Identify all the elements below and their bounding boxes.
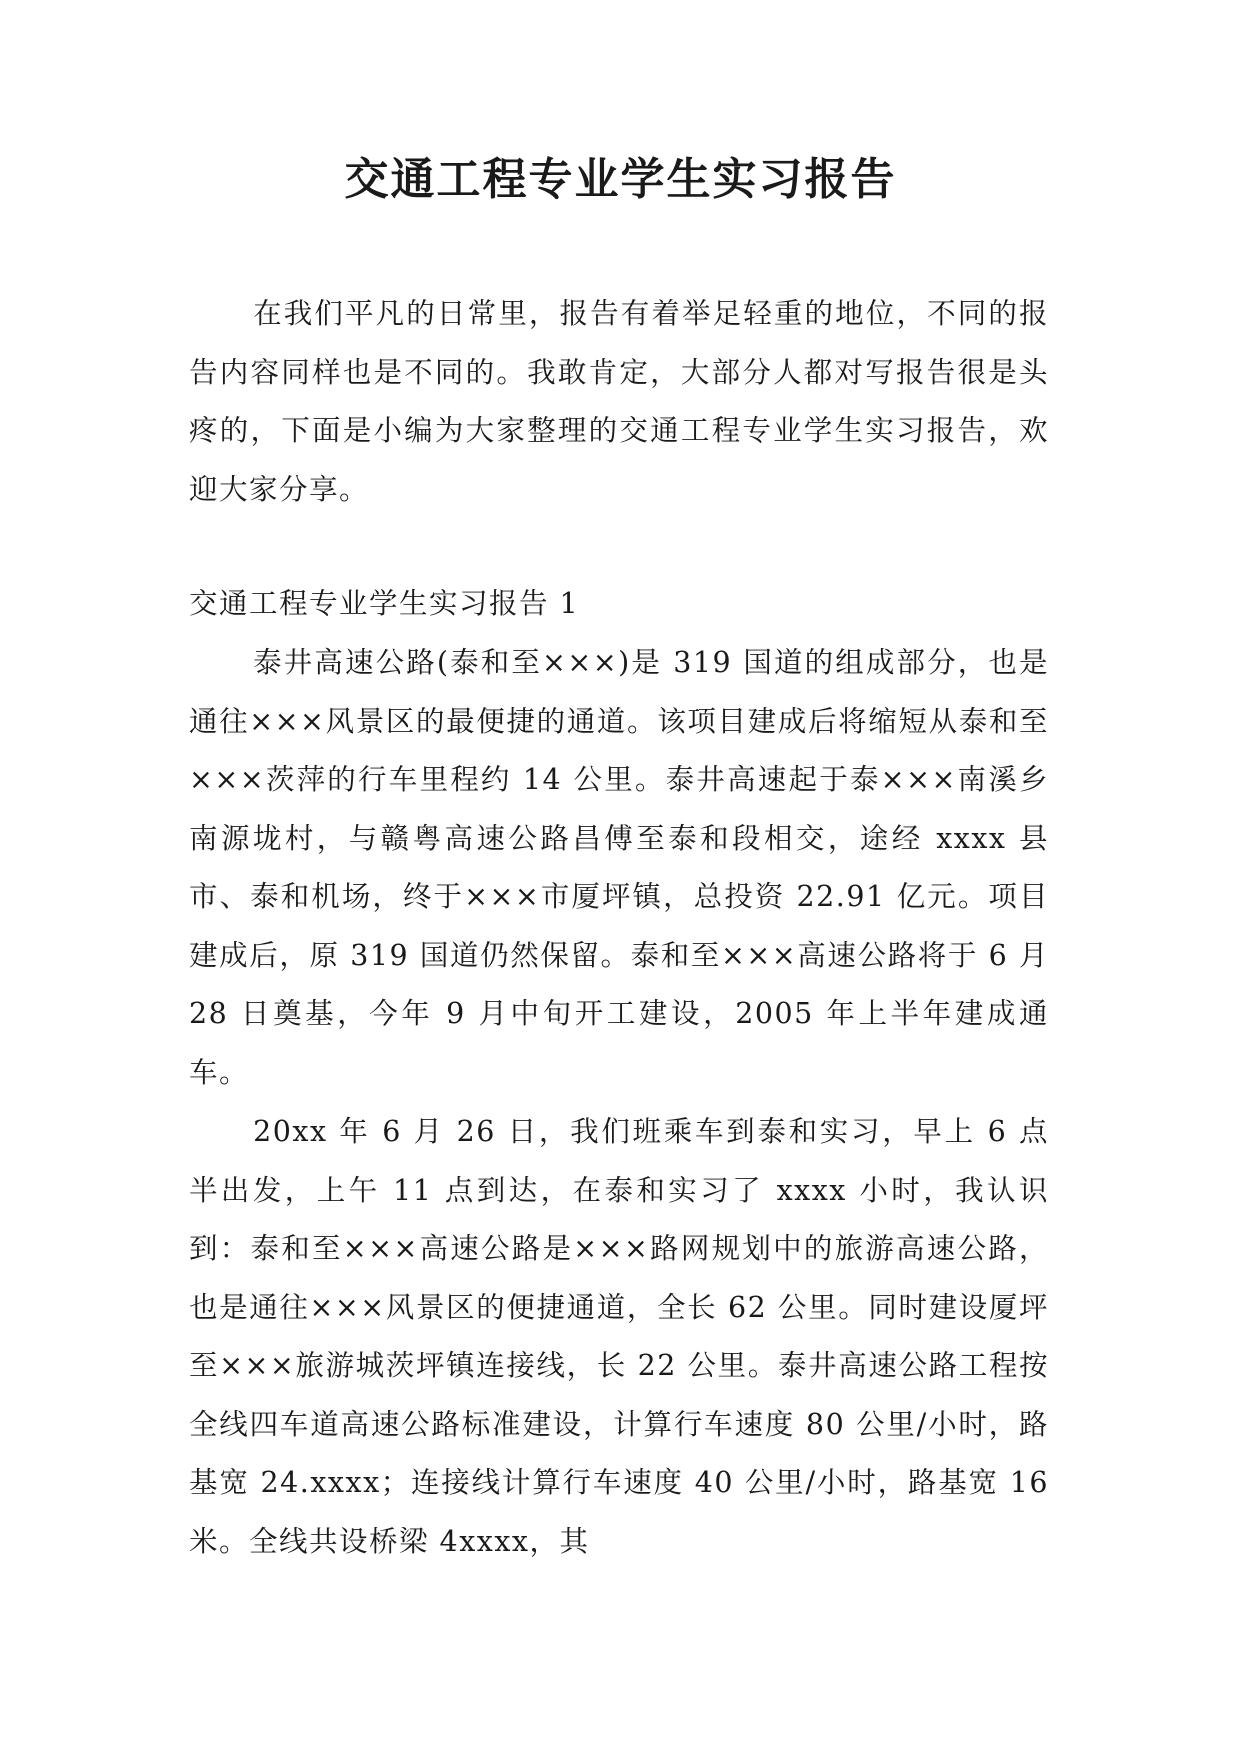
document-title: 交通工程专业学生实习报告 [344,154,897,205]
body-paragraph-1: 泰井高速公路(泰和至×××)是 319 国道的组成部分，也是通往×××风景区的最便捷的通道。该项目建成后将缩短从泰和至×××茨萍的行车里程约 14 公里。泰井高速起于泰×××南溪乡南源垅村，与赣粤高速公路昌傅至泰和段相交，途经 xxxx 县市、泰和机场，终于×××市厦坪镇，总投资 22.91 亿元。项目建成后，原 319 国道仍然保留。泰和至×××高速公路将于 6 月 28 日奠基，今年 9 月中旬开工建设，2005 年上半年建成通车。 [189,646,1049,1089]
section-heading: 交通工程专业学生实习报告 1 [189,587,580,620]
body-paragraph-2: 20xx 年 6 月 26 日，我们班乘车到泰和实习，早上 6 点半出发，上午 11 点到达，在泰和实习了 xxxx 小时，我认识到：泰和至×××高速公路是×××路网规划中的旅游高速公路，也是通往×××风景区的便捷通道，全长 62 公里。同时建设厦坪至×××旅游城茨坪镇连接线，长 22 公里。泰井高速公路工程按全线四车道高速公路标准建设，计算行车速度 80 公里/小时，路基宽 24.xxxx；连接线计算行车速度 40 公里/小时，路基宽 16 米。全线共设桥梁 4xxxx，其 [189,1115,1049,1558]
intro-paragraph: 在我们平凡的日常里，报告有着举足轻重的地位，不同的报告内容同样也是不同的。我敢肯定，大部分人都对写报告很是头疼的，下面是小编为大家整理的交通工程专业学生实习报告，欢迎大家分享。 [189,297,1049,506]
